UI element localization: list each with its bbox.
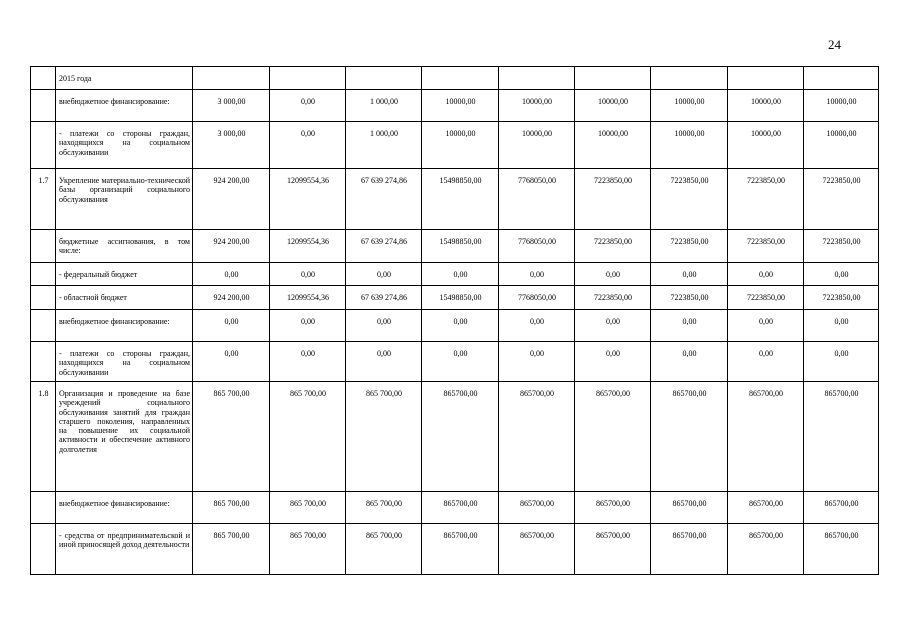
row-value-cell: 0,00 <box>270 90 346 122</box>
row-value-cell: 7768050,00 <box>499 286 575 310</box>
row-value-cell: 10000,00 <box>728 122 804 169</box>
table-row <box>31 342 879 382</box>
row-value-cell: 865700,00 <box>575 382 651 492</box>
row-description-cell: бюджетные ассигнования, в том числе: <box>56 230 193 263</box>
row-code-cell: 1.8 <box>31 382 56 492</box>
row-code-cell <box>31 122 56 169</box>
row-value-cell: 0,00 <box>270 310 346 342</box>
row-value-cell: 865700,00 <box>575 492 651 524</box>
row-value-cell: 7223850,00 <box>728 230 804 263</box>
row-value-cell: 7223850,00 <box>804 286 879 310</box>
row-value-cell: 865700,00 <box>422 382 499 492</box>
row-value-cell: 0,00 <box>422 310 499 342</box>
row-value-cell: 10000,00 <box>651 122 728 169</box>
row-value-cell: 865700,00 <box>499 382 575 492</box>
row-value-cell: 7223850,00 <box>575 286 651 310</box>
row-code-cell <box>31 310 56 342</box>
row-value-cell: 10000,00 <box>499 90 575 122</box>
row-code-cell <box>31 524 56 575</box>
row-value-cell: 10000,00 <box>651 90 728 122</box>
row-value-cell: 0,00 <box>804 342 879 382</box>
table-row <box>31 169 879 230</box>
row-value-cell <box>346 67 422 90</box>
row-value-cell: 12099554,36 <box>270 286 346 310</box>
row-description-cell: Организация и проведение на базе учреждений социального обслуживания занятий для граждан старшего поколения, направленных на повышение их социальной активности и обеспечение активного долголетия <box>56 382 193 492</box>
row-value-cell: 865700,00 <box>728 382 804 492</box>
row-code-cell <box>31 263 56 286</box>
row-value-cell: 0,00 <box>270 122 346 169</box>
row-value-cell: 0,00 <box>728 342 804 382</box>
row-value-cell: 0,00 <box>422 263 499 286</box>
table-row <box>31 524 879 575</box>
table-row <box>31 122 879 169</box>
table-row <box>31 492 879 524</box>
row-value-cell: 0,00 <box>346 263 422 286</box>
row-value-cell: 0,00 <box>651 263 728 286</box>
row-value-cell: 865700,00 <box>499 524 575 575</box>
row-value-cell: 7223850,00 <box>651 169 728 230</box>
row-value-cell: 67 639 274,86 <box>346 230 422 263</box>
row-value-cell: 10000,00 <box>422 90 499 122</box>
row-value-cell: 0,00 <box>270 342 346 382</box>
row-value-cell: 10000,00 <box>728 90 804 122</box>
budget-table <box>30 66 879 575</box>
row-value-cell: 865 700,00 <box>346 382 422 492</box>
row-value-cell: 865 700,00 <box>193 524 270 575</box>
row-value-cell: 865700,00 <box>804 382 879 492</box>
row-value-cell: 0,00 <box>499 263 575 286</box>
row-code-cell <box>31 286 56 310</box>
row-code-cell: 1.7 <box>31 169 56 230</box>
row-value-cell <box>499 67 575 90</box>
row-value-cell: 865700,00 <box>728 524 804 575</box>
row-value-cell: 7223850,00 <box>651 230 728 263</box>
row-description-cell: внебюджетное финансирование: <box>56 492 193 524</box>
row-value-cell: 7223850,00 <box>804 169 879 230</box>
row-value-cell: 924 200,00 <box>193 169 270 230</box>
row-value-cell: 924 200,00 <box>193 230 270 263</box>
row-value-cell: 0,00 <box>499 342 575 382</box>
page-number: 24 <box>828 37 841 52</box>
row-value-cell: 1 000,00 <box>346 122 422 169</box>
row-value-cell: 10000,00 <box>804 90 879 122</box>
row-value-cell: 0,00 <box>728 263 804 286</box>
row-value-cell: 3 000,00 <box>193 90 270 122</box>
table-row <box>31 382 879 492</box>
row-value-cell: 865700,00 <box>651 382 728 492</box>
row-description-cell: 2015 года <box>56 67 193 90</box>
row-value-cell: 865 700,00 <box>193 492 270 524</box>
row-value-cell: 10000,00 <box>499 122 575 169</box>
row-value-cell: 67 639 274,86 <box>346 286 422 310</box>
row-value-cell: 7768050,00 <box>499 230 575 263</box>
row-description-cell: - областной бюджет <box>56 286 193 310</box>
row-code-cell <box>31 492 56 524</box>
row-value-cell: 10000,00 <box>422 122 499 169</box>
table-row <box>31 286 879 310</box>
row-value-cell: 865 700,00 <box>193 382 270 492</box>
row-value-cell: 12099554,36 <box>270 169 346 230</box>
row-value-cell: 15498850,00 <box>422 169 499 230</box>
row-value-cell: 0,00 <box>346 310 422 342</box>
table-row <box>31 90 879 122</box>
row-value-cell: 865700,00 <box>422 524 499 575</box>
row-description-cell: - платежи со стороны граждан, находящихся на социальном обслуживании <box>56 122 193 169</box>
row-value-cell <box>193 67 270 90</box>
row-value-cell: 865 700,00 <box>270 524 346 575</box>
table-row <box>31 263 879 286</box>
row-value-cell: 7223850,00 <box>804 230 879 263</box>
row-value-cell: 865700,00 <box>804 524 879 575</box>
row-value-cell: 865700,00 <box>728 492 804 524</box>
row-value-cell: 7223850,00 <box>728 169 804 230</box>
row-value-cell: 7223850,00 <box>575 230 651 263</box>
row-value-cell: 865 700,00 <box>346 492 422 524</box>
row-value-cell: 865700,00 <box>575 524 651 575</box>
row-value-cell: 7768050,00 <box>499 169 575 230</box>
row-value-cell: 0,00 <box>422 342 499 382</box>
row-value-cell <box>575 67 651 90</box>
row-description-cell: - федеральный бюджет <box>56 263 193 286</box>
row-value-cell: 1 000,00 <box>346 90 422 122</box>
table-row <box>31 310 879 342</box>
row-code-cell <box>31 90 56 122</box>
row-value-cell: 865700,00 <box>651 524 728 575</box>
row-value-cell <box>728 67 804 90</box>
row-value-cell: 0,00 <box>193 263 270 286</box>
row-value-cell: 10000,00 <box>575 122 651 169</box>
row-value-cell: 865700,00 <box>499 492 575 524</box>
row-code-cell <box>31 342 56 382</box>
row-value-cell: 7223850,00 <box>728 286 804 310</box>
row-description-cell: внебюджетное финансирование: <box>56 310 193 342</box>
row-value-cell: 0,00 <box>346 342 422 382</box>
row-value-cell: 0,00 <box>499 310 575 342</box>
row-value-cell: 67 639 274,86 <box>346 169 422 230</box>
row-value-cell: 924 200,00 <box>193 286 270 310</box>
row-code-cell <box>31 230 56 263</box>
row-description-cell: внебюджетное финансирование: <box>56 90 193 122</box>
row-code-cell <box>31 67 56 90</box>
row-value-cell: 865 700,00 <box>346 524 422 575</box>
row-value-cell: 0,00 <box>651 342 728 382</box>
row-value-cell: 7223850,00 <box>651 286 728 310</box>
row-value-cell: 3 000,00 <box>193 122 270 169</box>
row-value-cell <box>651 67 728 90</box>
row-value-cell <box>270 67 346 90</box>
table-row <box>31 230 879 263</box>
row-value-cell: 10000,00 <box>575 90 651 122</box>
row-value-cell <box>422 67 499 90</box>
row-value-cell: 10000,00 <box>804 122 879 169</box>
row-value-cell: 15498850,00 <box>422 230 499 263</box>
row-value-cell: 7223850,00 <box>575 169 651 230</box>
row-description-cell: - средства от предпринимательской и иной приносящей доход деятельности <box>56 524 193 575</box>
row-value-cell: 0,00 <box>804 263 879 286</box>
row-value-cell: 0,00 <box>575 342 651 382</box>
row-value-cell: 12099554,36 <box>270 230 346 263</box>
row-value-cell: 0,00 <box>575 310 651 342</box>
row-value-cell: 0,00 <box>575 263 651 286</box>
row-value-cell: 15498850,00 <box>422 286 499 310</box>
row-value-cell: 865700,00 <box>651 492 728 524</box>
row-value-cell: 0,00 <box>804 310 879 342</box>
table-row <box>31 67 879 90</box>
row-value-cell: 865 700,00 <box>270 382 346 492</box>
row-value-cell: 0,00 <box>193 342 270 382</box>
row-value-cell: 0,00 <box>193 310 270 342</box>
row-value-cell: 0,00 <box>728 310 804 342</box>
row-value-cell: 0,00 <box>270 263 346 286</box>
row-value-cell: 865700,00 <box>804 492 879 524</box>
row-description-cell: Укрепление материально-технической базы организаций социального обслуживания <box>56 169 193 230</box>
row-value-cell <box>804 67 879 90</box>
row-description-cell: - платежи со стороны граждан, находящихся на социальном обслуживании <box>56 342 193 382</box>
row-value-cell: 865700,00 <box>422 492 499 524</box>
row-value-cell: 0,00 <box>651 310 728 342</box>
row-value-cell: 865 700,00 <box>270 492 346 524</box>
